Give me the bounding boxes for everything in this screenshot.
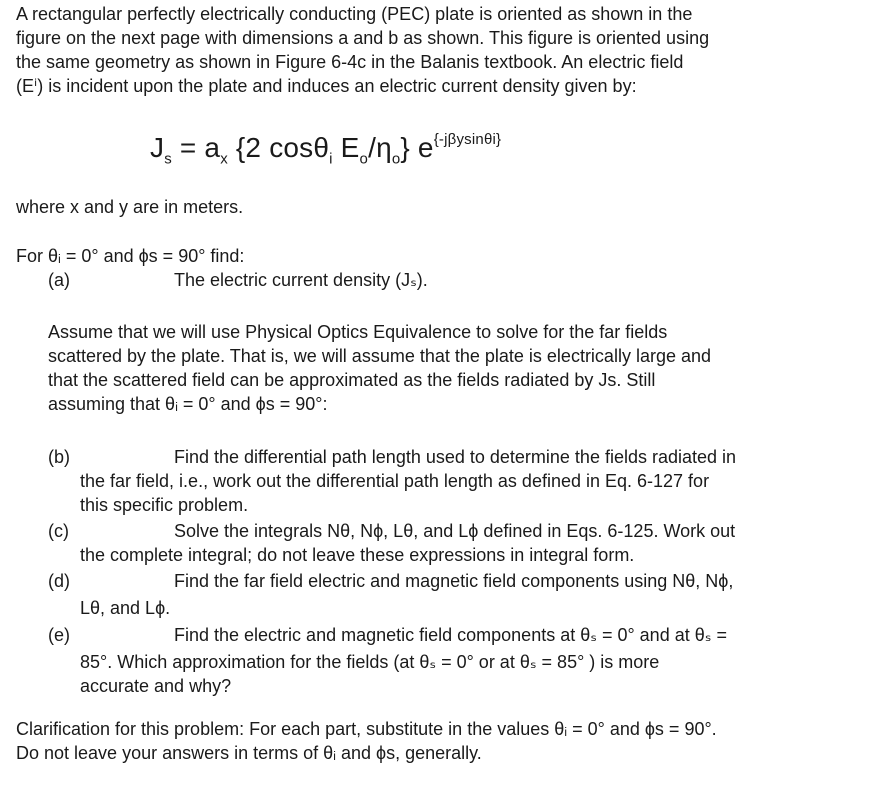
assume-line-2: scattered by the plate. That is, we will assume that the plate is electrically large and (48, 346, 712, 366)
eq-sub: s (164, 150, 172, 168)
clarification-line-2: Do not leave your answers in terms of θᵢ and ϕs, generally. (16, 743, 482, 763)
part-d-line-2: Lθ, and Lϕ. (80, 598, 171, 618)
eq-part: {2 cosθ (227, 132, 330, 163)
part-b-line-3: this specific problem. (80, 495, 249, 515)
part-e-line-3: accurate and why? (80, 676, 232, 696)
intro-line-1: A rectangular perfectly electrically conducting (PEC) plate is oriented as shown in the (16, 4, 693, 24)
eq-part: E (332, 132, 360, 163)
eq-sub: x (220, 150, 228, 168)
intro-line-4: (Eⁱ) is incident upon the plate and induces an electric current density given by: (16, 76, 637, 96)
part-c-line-1: Solve the integrals Nθ, Nϕ, Lθ, and Lϕ defined in Eqs. 6-125. Work out (174, 521, 736, 541)
part-e-line-1: Find the electric and magnetic field components at θₛ = 0° and at θₛ = (174, 625, 727, 645)
eq-exponent: {-jβysinθi} (433, 130, 502, 148)
eq-sub: o (359, 150, 369, 168)
eq-part: = a (171, 132, 221, 163)
for-line: For θᵢ = 0° and ϕs = 90° find: (16, 246, 245, 266)
assume-line-4: assuming that θᵢ = 0° and ϕs = 90°: (48, 394, 328, 414)
part-a-text: The electric current density (Jₛ). (174, 270, 428, 290)
eq-part: J (150, 132, 165, 163)
eq-sub: o (391, 150, 401, 168)
current-density-equation (150, 132, 501, 168)
part-b-line-2: the far field, i.e., work out the differential path length as defined in Eq. 6-127 for (80, 471, 710, 491)
part-c-line-2: the complete integral; do not leave these expressions in integral form. (80, 545, 635, 565)
eq-part: /η (368, 132, 392, 163)
assume-line-3: that the scattered field can be approximated as the fields radiated by Js. Still (48, 370, 656, 390)
eq-sub: i (329, 150, 333, 168)
part-a-label: (a) (48, 270, 70, 290)
part-b-line-1: Find the differential path length used to determine the fields radiated in (174, 447, 737, 467)
part-b-label: (b) (48, 447, 70, 467)
part-d-line-1: Find the far field electric and magnetic field components using Nθ, Nϕ, (174, 571, 734, 591)
eq-part: } e (400, 132, 434, 163)
part-c-label: (c) (48, 521, 69, 541)
intro-line-2: figure on the next page with dimensions a and b as shown. This figure is oriented using (16, 28, 710, 48)
clarification-line-1: Clarification for this problem: For each part, substitute in the values θᵢ = 0° and ϕs = 90°. (16, 719, 717, 739)
where-line: where x and y are in meters. (16, 197, 244, 217)
assume-line-1: Assume that we will use Physical Optics Equivalence to solve for the far fields (48, 322, 668, 342)
intro-line-3: the same geometry as shown in Figure 6-4c in the Balanis textbook. An electric field (16, 52, 684, 72)
part-e-label: (e) (48, 625, 70, 645)
part-e-line-2: 85°. Which approximation for the fields (at θₛ = 0° or at θₛ = 85° ) is more (80, 652, 660, 672)
part-d-label: (d) (48, 571, 70, 591)
